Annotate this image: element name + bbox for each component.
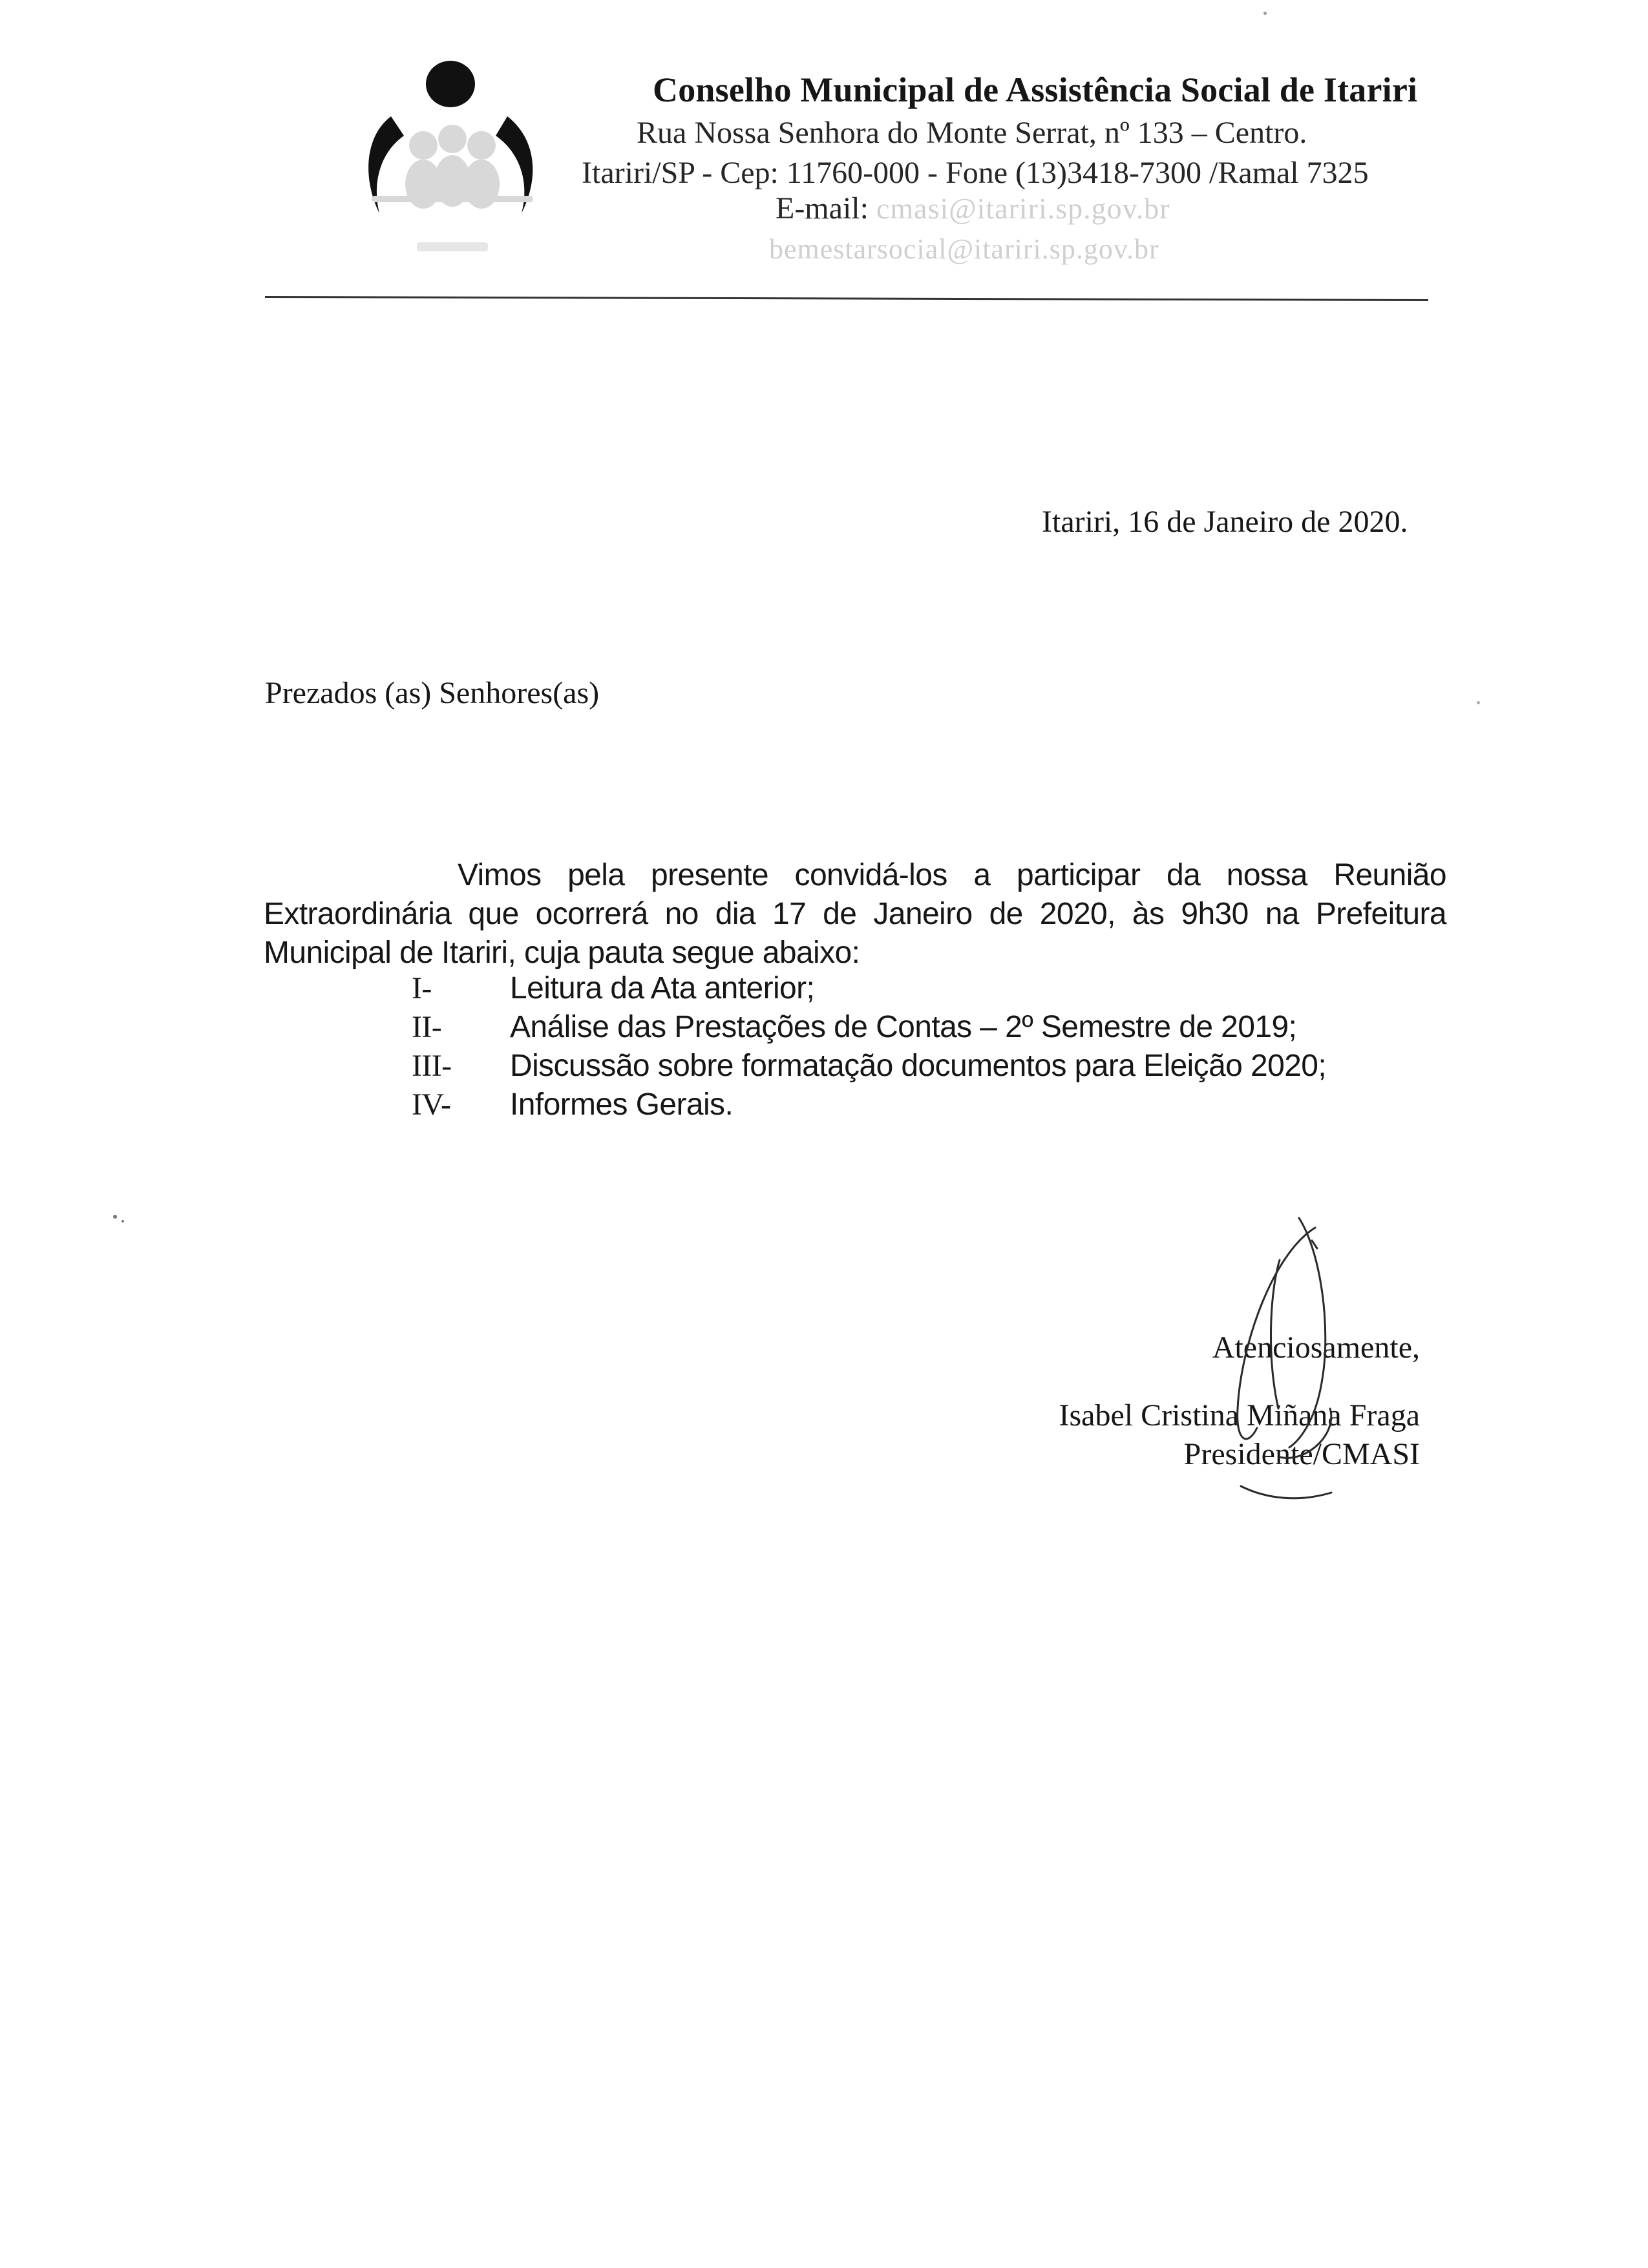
agenda-item-number: II- [412,1010,442,1044]
scan-speck [1477,701,1480,704]
agenda-item-text: Leitura da Ata anterior; [510,971,815,1005]
scan-speck [113,1215,117,1219]
letter-date: Itariri, 16 de Janeiro de 2020. [1042,505,1408,539]
organization-contact: Itariri/SP - Cep: 11760-000 - Fone (13)3418-7300 /Ramal 7325 [582,156,1369,190]
scan-speck [121,1220,124,1223]
organization-name: Conselho Municipal de Assistência Social de Itariri [653,70,1418,109]
agenda-item-number: III- [412,1049,452,1083]
scan-speck [1263,12,1267,15]
agenda-item [412,1086,1326,1124]
email-address-primary: cmasi@itariri.sp.gov.br [876,192,1170,225]
body-paragraph: Vimos pela presente convidá-los a participar da nossa Reunião Extraordinária que ocorrerá no dia 17 de Janeiro de 2020, às 9h30 na Prefeitura Municipal de Itariri, cuja pauta segue abaixo: [264,858,1446,970]
signer-title: Presidente/CMASI [1183,1437,1420,1471]
agenda-item-number: IV- [412,1087,451,1122]
email-row [776,191,1170,226]
letterhead [0,0,1648,310]
signer-name: Isabel Cristina Miñana Fraga [1059,1398,1420,1433]
email-address-secondary: bemestarsocial@itariri.sp.gov.br [769,233,1159,265]
salutation: Prezados (as) Senhores(as) [265,676,600,710]
agenda-item-text: Informes Gerais. [510,1087,734,1122]
email-label: E-mail: [776,191,869,226]
agenda-item [412,1008,1326,1047]
agenda-item-text: Discussão sobre formatação documentos para Eleição 2020; [510,1049,1327,1083]
agenda-item-text: Análise das Prestações de Contas – 2º Semestre de 2019; [510,1010,1297,1044]
closing-phrase: Atenciosamente, [1212,1330,1420,1365]
agenda-item-number: I- [412,971,432,1005]
agenda-list [412,969,1326,1124]
agenda-item [412,969,1326,1008]
council-logo [346,48,565,262]
organization-address: Rua Nossa Senhora do Monte Serrat, nº 133 – Centro. [637,116,1307,150]
handwritten-signature [1202,1215,1357,1525]
agenda-item [412,1047,1326,1086]
header-divider [265,296,1428,301]
